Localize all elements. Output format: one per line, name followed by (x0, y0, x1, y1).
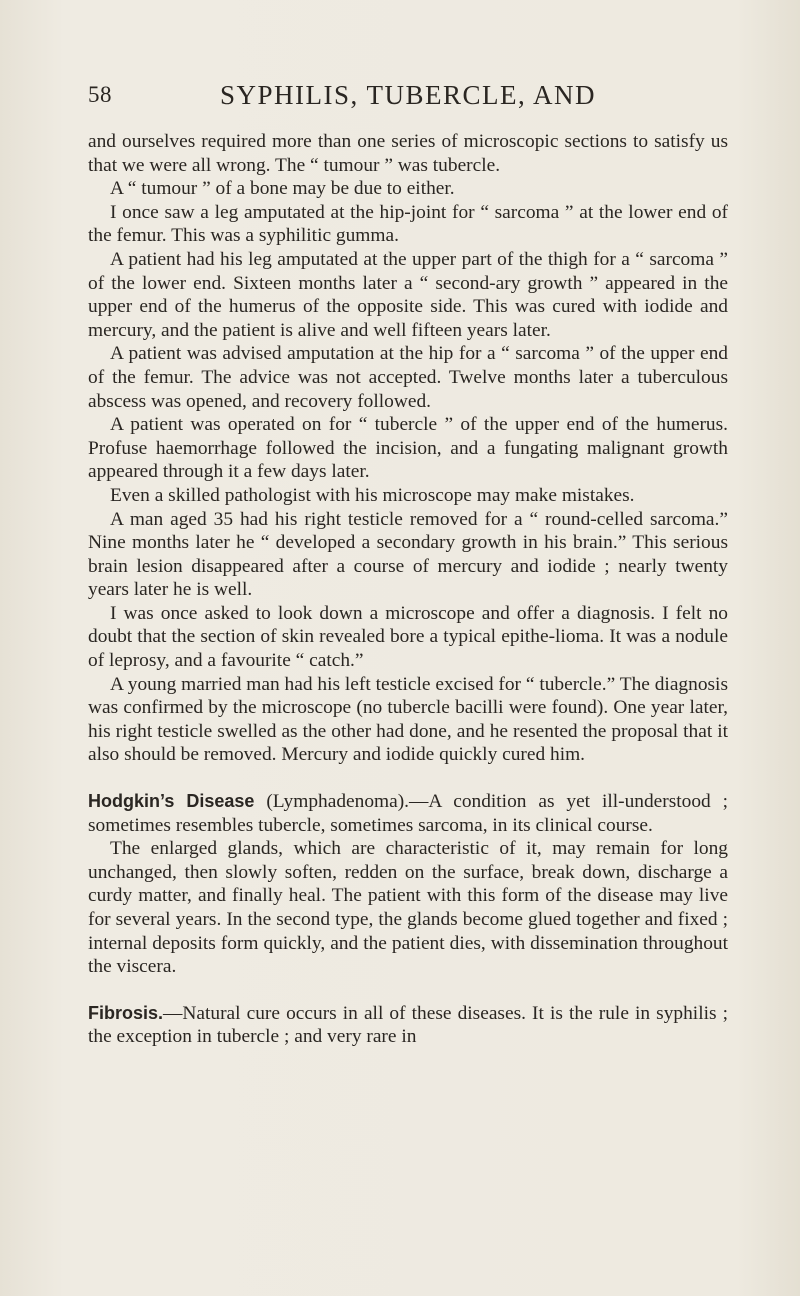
paragraph-continuation: and ourselves required more than one series of microscopic sections to satisfy us that we were all wrong. The “ tumour ” was tubercle. (88, 131, 728, 176)
paragraph: A patient was operated on for “ tubercle ” of the upper end of the humerus. Profuse haemorrhage followed the incision, and a fungating malignant growth appeared through it a few days later. (88, 414, 728, 483)
body-text (88, 130, 728, 1049)
paragraph: Even a skilled pathologist with his microscope may make mistakes. (110, 484, 635, 506)
section-heading-hodgkin: Hodgkin’s Disease (88, 791, 255, 812)
paragraph: A young married man had his left testicle excised for “ tubercle.” The diagnosis was confirmed by the microscope (no tubercle bacilli were found). One year later, his right testicle swelled as the other had done, and he resented the proposal that it also should be removed. Mercury and iodide quickly cured him. (88, 673, 728, 766)
page-number: 58 (88, 82, 112, 107)
running-head: SYPHILIS, TUBERCLE, AND (219, 80, 597, 110)
paragraph: A patient was advised amputation at the hip for a “ sarcoma ” of the upper end of the femur. The advice was not accepted. Twelve months later a tuberculous abscess was opened, and recovery followed. (88, 343, 728, 412)
fibrosis-text: —Natural cure occurs in all of these diseases. It is the rule in syphilis ; the exception in tubercle ; and very rare in (88, 1002, 728, 1048)
paragraph: I was once asked to look down a microscope and offer a diagnosis. I felt no doubt that the section of skin revealed bore a typical epithe-lioma. It was a nodule of leprosy, and a favourite “ catch.” (88, 602, 728, 672)
paragraph: A man aged 35 had his right testicle removed for a “ round-celled sarcoma.” Nine months later he “ developed a secondary growth in his brain.” This serious brain lesion disappeared after a course of mercury and iodide ; nearly twenty years later he is well. (88, 508, 728, 601)
fibrosis-section (88, 1002, 728, 1049)
paragraph: I once saw a leg amputated at the hip-joint for “ sarcoma ” at the lower end of the femur. This was a syphilitic gumma. (88, 201, 728, 247)
hodgkin-section (88, 790, 728, 837)
paragraph: The enlarged glands, which are characteristic of it, may remain for long unchanged, then slowly soften, redden on the surface, break down, discharge a curdy matter, and finally heal. The patient with this form of the disease may live for several years. In the second type, the glands become glued together and fixed ; internal deposits form quickly, and the patient dies, with dissemination throughout the viscera. (88, 838, 728, 978)
hodgkin-intro: (Lymphadenoma).—A condition as yet ill-understood ; sometimes resembles tubercle, sometimes sarcoma, in its clinical course. (88, 791, 729, 836)
paragraph: A “ tumour ” of a bone may be due to either. (110, 178, 455, 200)
section-heading-fibrosis: Fibrosis. (88, 1002, 164, 1023)
paragraph: A patient had his leg amputated at the upper part of the thigh for a “ sarcoma ” of the lower end. Sixteen months later a “ second-ary growth ” appeared in the upper end of the humerus of the opposite side. This was cured with iodide and mercury, and the patient is alive and well fifteen years later. (88, 248, 728, 341)
page-header (88, 78, 728, 118)
